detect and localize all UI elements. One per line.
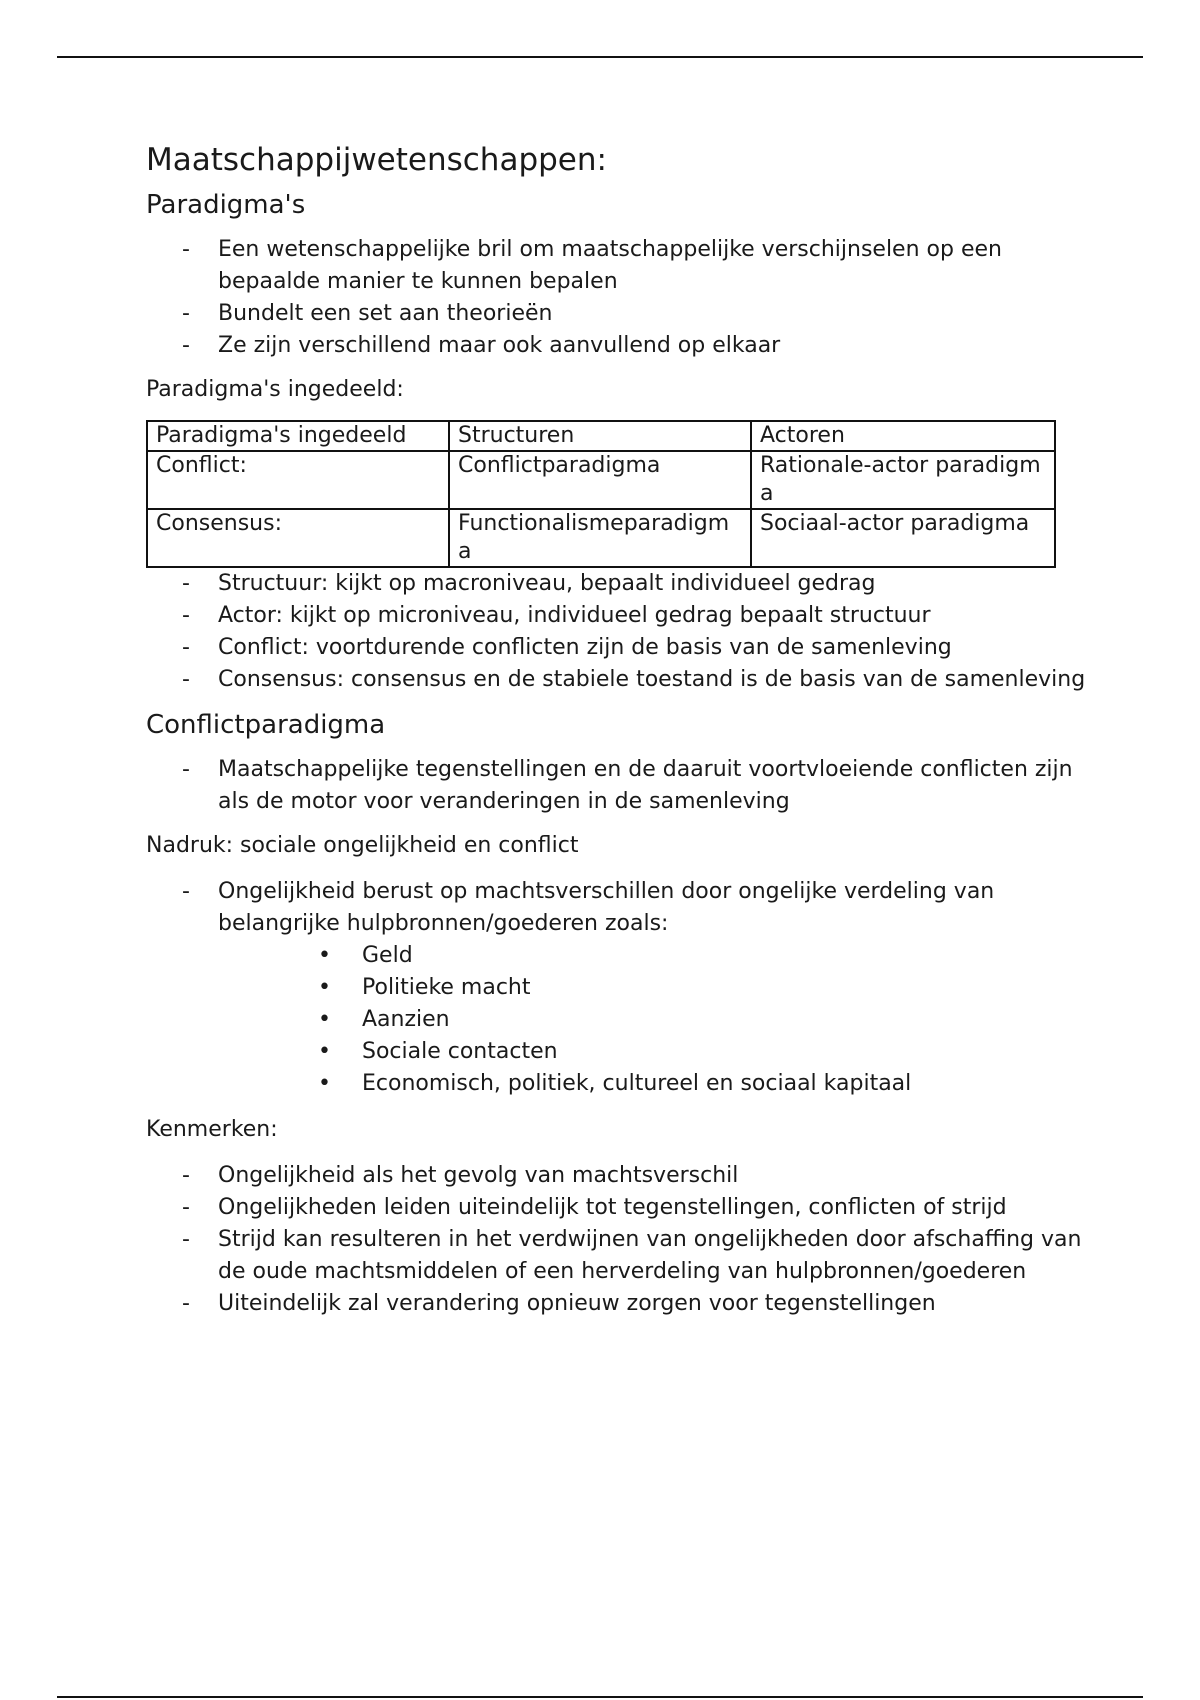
list-item: • Aanzien [318, 1004, 1086, 1036]
list-item: • Geld [318, 940, 1086, 972]
table-caption: Paradigma's ingedeeld: [146, 377, 404, 402]
list-item: - Strijd kan resulteren in het verdwijnen van ongelijkheden door afschaffing van de oude machtsmiddelen of een herverdeling van hulpbronnen/goederen [146, 1224, 1086, 1288]
list-item: • Economisch, politiek, cultureel en sociaal kapitaal [318, 1068, 1086, 1100]
list-item: - Bundelt een set aan theorieën [146, 298, 1086, 330]
dash-marker: - [182, 635, 190, 660]
table-cell: Functionalismeparadigma [449, 509, 751, 567]
list-item: - Structuur: kijkt op macroniveau, bepaalt individueel gedrag [146, 568, 1086, 600]
dash-marker: - [182, 333, 190, 358]
table-header-row [147, 421, 1055, 451]
paradigm-explanation-list [146, 568, 1086, 696]
table-cell: Rationale-actor paradigma [751, 451, 1055, 509]
table-header-cell: Paradigma's ingedeeld [147, 421, 449, 451]
list-item: - Ongelijkheden leiden uiteindelijk tot tegenstellingen, conflicten of strijd [146, 1192, 1086, 1224]
dash-marker: - [182, 1195, 190, 1220]
table-header-cell: Structuren [449, 421, 751, 451]
list-item: - Uiteindelijk zal verandering opnieuw zorgen voor tegenstellingen [146, 1288, 1086, 1320]
list-item: - Maatschappelijke tegenstellingen en de daaruit voortvloeiende conflicten zijn als de motor voor veranderingen in de samenleving [146, 754, 1086, 818]
section-heading-paradigmas: Paradigma's [146, 190, 306, 220]
list-item: - Ongelijkheid berust op machtsverschillen door ongelijke verdeling van belangrijke hulpbronnen/goederen zoals: [146, 876, 1086, 940]
top-rule [57, 56, 1143, 58]
table-cell: Conflict: [147, 451, 449, 509]
dash-marker: - [182, 1227, 190, 1252]
resources-list [146, 940, 1086, 1100]
dash-marker: - [182, 301, 190, 326]
list-item: - Consensus: consensus en de stabiele toestand is de basis van de samenleving [146, 664, 1086, 696]
list-item: • Politieke macht [318, 972, 1086, 1004]
dash-marker: - [182, 667, 190, 692]
dash-marker: - [182, 757, 190, 782]
table-row [147, 451, 1055, 509]
list-item: - Conflict: voortdurende conflicten zijn de basis van de samenleving [146, 632, 1086, 664]
paradigm-table [146, 420, 1056, 568]
table-cell: Sociaal-actor paradigma [751, 509, 1055, 567]
conflict-definition-list [146, 754, 1086, 818]
dash-marker: - [182, 1163, 190, 1188]
bottom-rule [57, 1696, 1143, 1698]
list-item: - Ongelijkheid als het gevolg van machtsverschil [146, 1160, 1086, 1192]
page-title: Maatschappijwetenschappen: [146, 142, 607, 178]
paradigm-definition-list [146, 234, 1086, 362]
table-header-cell: Actoren [751, 421, 1055, 451]
document-body [146, 140, 1086, 1332]
table-row [147, 509, 1055, 567]
emphasis-line: Nadruk: sociale ongelijkheid en conflict [146, 833, 579, 858]
dash-marker: - [182, 1291, 190, 1316]
features-list [146, 1160, 1086, 1320]
section-heading-conflictparadigma: Conflictparadigma [146, 710, 386, 740]
dash-marker: - [182, 571, 190, 596]
inequality-list [146, 876, 1086, 940]
table-cell: Consensus: [147, 509, 449, 567]
dash-marker: - [182, 603, 190, 628]
list-item: • Sociale contacten [318, 1036, 1086, 1068]
features-label: Kenmerken: [146, 1117, 278, 1142]
table-cell: Conflictparadigma [449, 451, 751, 509]
list-item: - Ze zijn verschillend maar ook aanvullend op elkaar [146, 330, 1086, 362]
dash-marker: - [182, 879, 190, 904]
dash-marker: - [182, 237, 190, 262]
list-item: - Een wetenschappelijke bril om maatschappelijke verschijnselen op een bepaalde manier te kunnen bepalen [146, 234, 1086, 298]
list-item: - Actor: kijkt op microniveau, individueel gedrag bepaalt structuur [146, 600, 1086, 632]
